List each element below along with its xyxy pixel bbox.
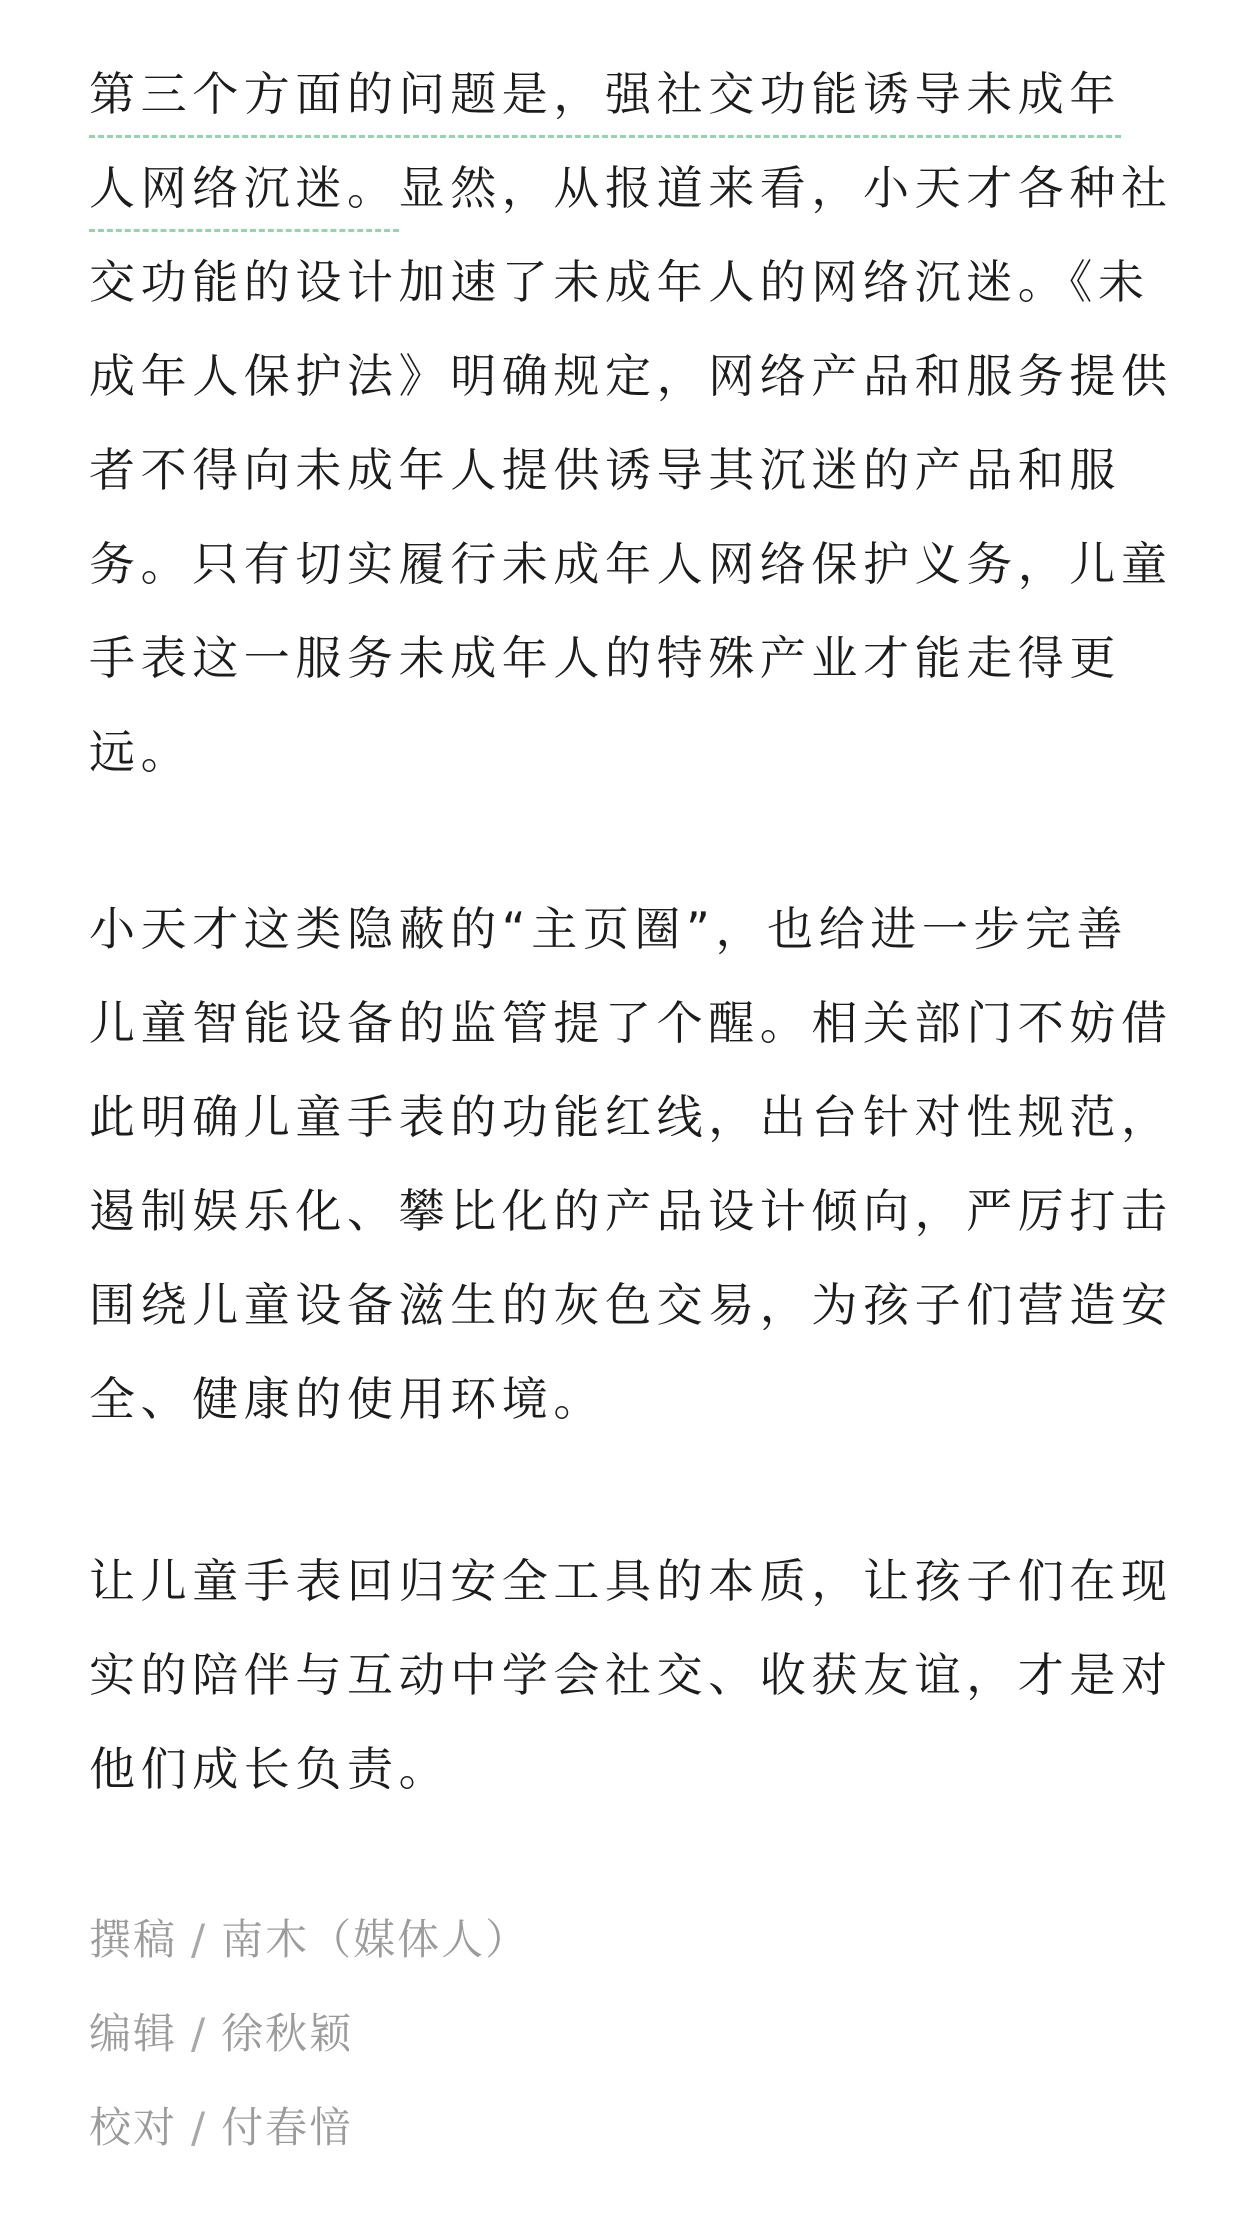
credit-author-label: 撰稿: [89, 1915, 178, 1964]
highlighted-text-line-2[interactable]: 人网络沉迷。: [89, 161, 399, 232]
credit-author: [89, 1912, 889, 1968]
credit-proofreader-label: 校对: [89, 2103, 178, 2152]
highlighted-text-line-1[interactable]: 第三个方面的问题是，强社交功能诱导未成年: [89, 67, 1121, 138]
credit-separator: /: [191, 2103, 208, 2152]
credit-editor-value: 徐秋颖: [221, 2009, 354, 2058]
credit-proofreader: [89, 2100, 889, 2156]
article-paragraph-1: [89, 47, 1179, 799]
credit-separator: /: [191, 2009, 208, 2058]
credit-editor: [89, 2006, 889, 2062]
article-paragraph-2: 小天才这类隐蔽的“主页圈”，也给进一步完善儿童智能设备的监管提了个醒。相关部门不妨借此明确儿童手表的功能红线，出台针对性规范，遏制娱乐化、攀比化的产品设计倾向，严厉打击围绕儿童设备滋生的灰色交易，为孩子们营造安全、健康的使用环境。: [89, 902, 1173, 1426]
credit-author-value: 南木（媒体人）: [221, 1915, 530, 1964]
credit-separator: /: [191, 1915, 208, 1964]
paragraph-1-text: 显然，从报道来看，小天才各种社交功能的设计加速了未成年人的网络沉迷。《未成年人保护法》明确规定，网络产品和服务提供者不得向未成年人提供诱导其沉迷的产品和服务。只有切实履行未成年人网络保护义务，儿童手表这一服务未成年人的特殊产业才能走得更远。: [89, 161, 1173, 779]
credit-editor-label: 编辑: [89, 2009, 178, 2058]
article-paragraph-3: 让儿童手表回归安全工具的本质，让孩子们在现实的陪伴与互动中学会社交、收获友谊，才是对他们成长负责。: [89, 1554, 1173, 1796]
credit-proofreader-value: 付春愔: [221, 2103, 354, 2152]
